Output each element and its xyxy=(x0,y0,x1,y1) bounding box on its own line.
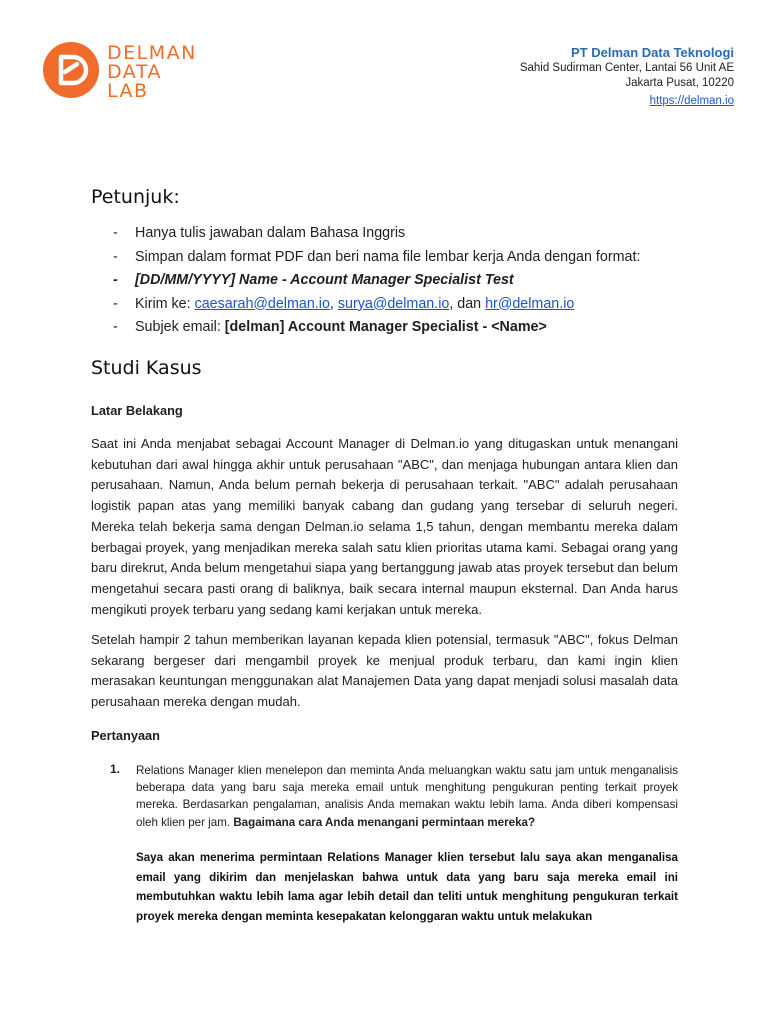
separator: , dan xyxy=(449,295,486,312)
logo-mark-icon xyxy=(43,42,99,98)
email-link-hr[interactable]: hr@delman.io xyxy=(485,295,575,312)
company-address-1: Sahid Sudirman Center, Lantai 56 Unit AE xyxy=(519,62,734,74)
instruction-item xyxy=(113,246,733,270)
bullet-dash: - xyxy=(113,272,118,288)
subject-label: Subjek email: xyxy=(135,319,225,335)
bullet-dash: - xyxy=(113,295,118,312)
pertanyaan-heading: Pertanyaan xyxy=(91,728,160,743)
question-prompt: Bagaimana cara Anda menangani permintaan mereka? xyxy=(233,815,536,829)
instruction-item xyxy=(113,269,733,293)
bullet-dash: - xyxy=(113,225,118,241)
background-paragraph-2: Setelah hampir 2 tahun memberikan layanan kepada klien potensial, termasuk "ABC", fokus Delman sekarang bergeser dari mengambil proyek ke menjual produk terbaru, dan kami ingin klien merasakan keuntungan menggunakan alat Manajemen Data yang dapat menjadi solusi masalah data perusahaan mereka dengan mudah. xyxy=(91,632,678,710)
question-body: Relations Manager klien menelepon dan meminta Anda meluangkan waktu satu jam untuk menganalisis beberapa data yang baru saja mereka email untuk menghitung pengukuran penting terkait proyek mereka. Berdasarkan pengalaman, analisis Anda memakan waktu lebih lama. Anda diberi kompensasi oleh klien per jam. xyxy=(136,764,678,829)
email-subject: [delman] Account Manager Specialist - <Name> xyxy=(224,319,547,335)
instruction-item xyxy=(113,293,733,317)
petunjuk-heading: Petunjuk: xyxy=(91,186,180,208)
question-text xyxy=(136,762,678,831)
send-to-label: Kirim ke: xyxy=(135,295,195,312)
company-name: PT Delman Data Teknologi xyxy=(570,45,734,60)
instruction-text xyxy=(135,316,547,340)
instruction-list xyxy=(113,222,733,340)
bullet-dash: - xyxy=(113,319,118,335)
logo-line-1: DELMAN xyxy=(107,42,197,64)
instruction-text: Simpan dalam format PDF dan beri nama file lembar kerja Anda dengan format: xyxy=(135,248,641,265)
logo-wordmark xyxy=(107,44,197,101)
bullet-dash: - xyxy=(113,248,118,265)
company-address-2: Jakarta Pusat, 10220 xyxy=(625,77,734,89)
latar-belakang-heading: Latar Belakang xyxy=(91,403,183,418)
separator: , xyxy=(329,295,338,312)
file-name-format: [DD/MM/YYYY] Name - Account Manager Specialist Test xyxy=(135,272,514,288)
email-link-surya[interactable]: surya@delman.io xyxy=(337,295,450,312)
company-url-link[interactable]: https://delman.io xyxy=(649,95,734,107)
instruction-item xyxy=(113,222,733,246)
studi-kasus-heading: Studi Kasus xyxy=(91,357,202,379)
question-number: 1. xyxy=(110,762,121,776)
email-link-caesarah[interactable]: caesarah@delman.io xyxy=(194,295,330,312)
company-info xyxy=(520,44,734,109)
instruction-text xyxy=(135,293,574,317)
instruction-text: Hanya tulis jawaban dalam Bahasa Inggris xyxy=(135,225,406,241)
delman-logo xyxy=(43,42,203,108)
answer-text: Saya akan menerima permintaan Relations Manager klien tersebut lalu saya akan menganalisa email yang dikirim dan menjelaskan bahwa untuk data yang baru saja mereka email ini membutuhkan waktu lebih lama agar lebih detail dan teliti untuk menghitung pengukuran terkait proyek mereka dengan meminta kesepakatan kelonggaran waktu untuk melakukan xyxy=(136,851,678,923)
logo-line-3: LAB xyxy=(107,80,149,102)
logo-line-2: DATA xyxy=(107,61,162,83)
instruction-item xyxy=(113,316,733,340)
background-paragraph-1: Saat ini Anda menjabat sebagai Account Manager di Delman.io yang ditugaskan untuk menangani kebutuhan dari awal hingga akhir untuk perusahaan "ABC", dan menjaga hubungan antara klien dan perusahaan. Namun, Anda belum pernah bekerja di perusahaan terkait. "ABC" adalah perusahaan logistik papan atas yang memiliki banyak cabang dan gudang yang tersebar di seluruh negeri. Mereka telah bekerja sama dengan Delman.io selama 1,5 tahun, dengan membantu mereka dalam berbagai proyek, yang menjadikan mereka salah satu klien prioritas utama kami. Sebagai orang yang baru direkrut, Anda belum mengetahui siapa yang bertanggung jawab atas proyek tersebut dan belum mengetahui secara pasti orang di baliknya, baik secara internal maupun eksternal. Dan Anda harus mengikuti proyek terbaru yang sedang kami kerjakan untuk mereka. xyxy=(91,436,678,617)
